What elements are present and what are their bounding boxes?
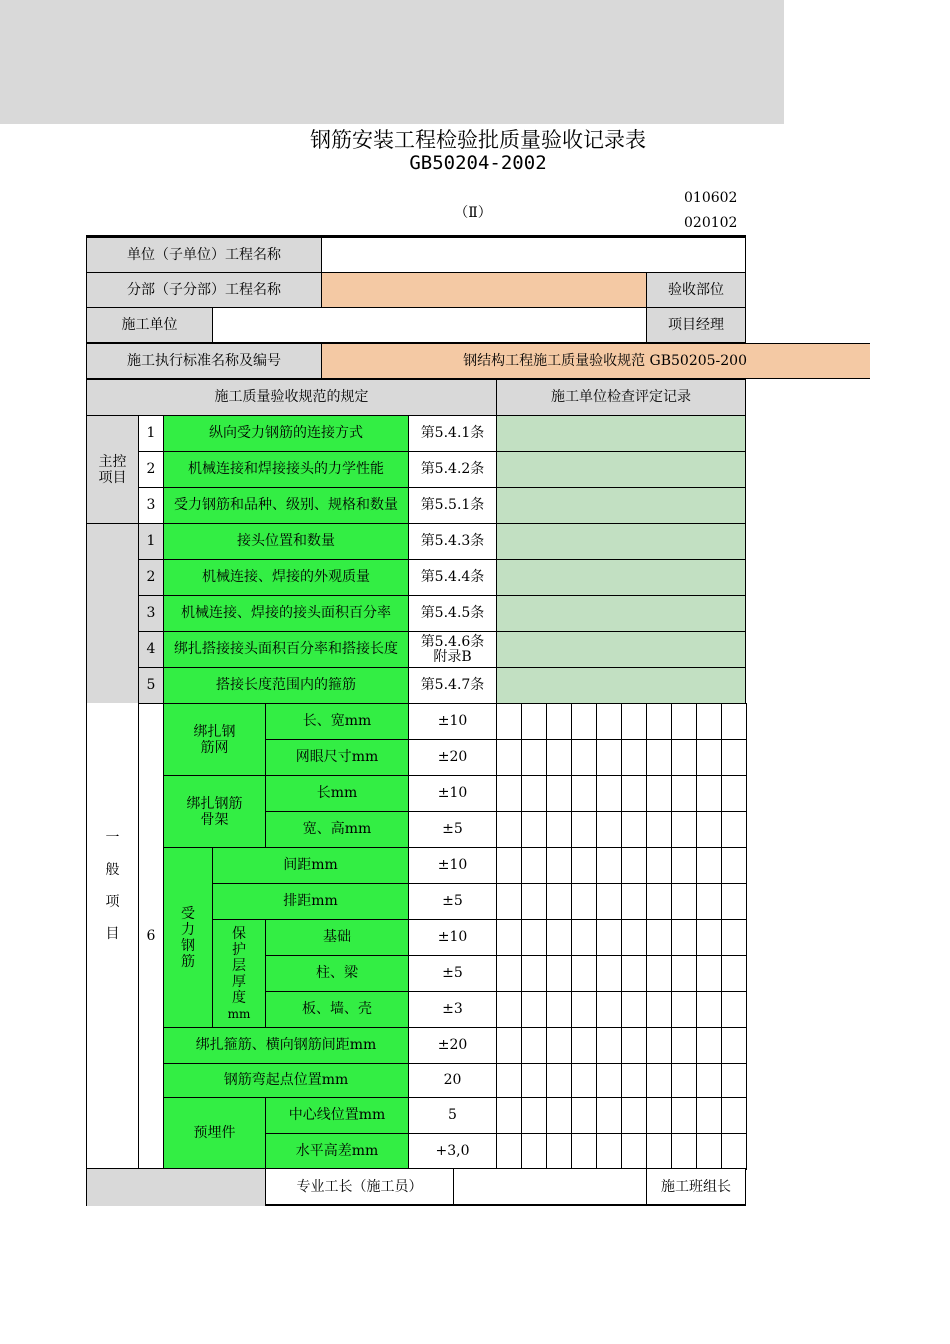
measurement-cell[interactable] bbox=[496, 1027, 522, 1064]
measurement-cell[interactable] bbox=[671, 919, 697, 956]
measurement-cell[interactable] bbox=[596, 883, 622, 920]
measurement-cell[interactable] bbox=[621, 1027, 647, 1064]
measurement-cell[interactable] bbox=[521, 991, 547, 1028]
tolerance-item-name: 绑扎箍筋、横向钢筋间距mm bbox=[163, 1027, 409, 1064]
measurement-cell[interactable] bbox=[571, 1027, 597, 1064]
record-header: 施工单位检查评定记录 bbox=[496, 379, 746, 416]
measurement-cell[interactable] bbox=[521, 1133, 547, 1170]
measurement-cell[interactable] bbox=[496, 1097, 522, 1134]
foreman-label: 专业工长（施工员） bbox=[265, 1168, 454, 1206]
measurement-cell[interactable] bbox=[521, 811, 547, 848]
contractor-label: 施工单位 bbox=[86, 307, 213, 343]
measurement-cell[interactable] bbox=[696, 739, 722, 776]
rebar-group: 受 力 钢 筋 bbox=[163, 847, 213, 1028]
measurement-cell[interactable] bbox=[546, 991, 572, 1028]
measurement-cell[interactable] bbox=[546, 739, 572, 776]
measurement-cell[interactable] bbox=[546, 883, 572, 920]
measurement-cell[interactable] bbox=[521, 883, 547, 920]
measurement-cell[interactable] bbox=[671, 1097, 697, 1134]
general-item-record[interactable] bbox=[496, 559, 746, 596]
footer-bottom-border bbox=[265, 1204, 746, 1206]
measurement-cell[interactable] bbox=[671, 703, 697, 740]
measurement-cell[interactable] bbox=[721, 883, 747, 920]
form-title: 钢筋安装工程检验批质量验收记录表 bbox=[310, 128, 646, 152]
general-item-name: 绑扎搭接接头面积百分率和搭接长度 bbox=[163, 631, 409, 668]
measurement-cell[interactable] bbox=[671, 991, 697, 1028]
tolerance-value: ±5 bbox=[408, 955, 497, 992]
measurement-cell[interactable] bbox=[546, 811, 572, 848]
measurement-cell[interactable] bbox=[646, 919, 672, 956]
tolerance-item-name: 宽、高mm bbox=[265, 811, 409, 848]
sub-project-label: 分部（子分部）工程名称 bbox=[86, 272, 322, 308]
tolerance-value: ±20 bbox=[408, 739, 497, 776]
measurement-cell[interactable] bbox=[621, 991, 647, 1028]
measurement-cell[interactable] bbox=[496, 883, 522, 920]
measurement-cell[interactable] bbox=[646, 883, 672, 920]
general-item-name: 接头位置和数量 bbox=[163, 523, 409, 560]
measurement-cell[interactable] bbox=[696, 1097, 722, 1134]
measurement-cell[interactable] bbox=[496, 1133, 522, 1170]
main-items-category: 主控 项目 bbox=[86, 415, 139, 524]
measurement-cell[interactable] bbox=[721, 1097, 747, 1134]
measurement-cell[interactable] bbox=[721, 955, 747, 992]
tolerance-value: ±3 bbox=[408, 991, 497, 1028]
tolerance-value: 20 bbox=[408, 1063, 497, 1098]
measurement-cell[interactable] bbox=[496, 919, 522, 956]
tolerance-value: ±10 bbox=[408, 847, 497, 884]
tolerance-value: ±10 bbox=[408, 775, 497, 812]
measurement-cell[interactable] bbox=[521, 775, 547, 812]
measurement-cell[interactable] bbox=[496, 739, 522, 776]
acceptance-part-label: 验收部位 bbox=[646, 272, 746, 308]
main-item-record[interactable] bbox=[496, 487, 746, 524]
measurement-cell[interactable] bbox=[721, 775, 747, 812]
measurement-cell[interactable] bbox=[696, 991, 722, 1028]
measurement-cell[interactable] bbox=[671, 739, 697, 776]
measurement-cell[interactable] bbox=[696, 955, 722, 992]
measurement-cell[interactable] bbox=[521, 955, 547, 992]
measurement-cell[interactable] bbox=[496, 955, 522, 992]
tolerance-value: ±5 bbox=[408, 811, 497, 848]
main-item-no: 3 bbox=[138, 487, 164, 524]
standard-field[interactable]: 钢结构工程施工质量验收规范 GB50205-200 bbox=[321, 343, 870, 379]
contractor-field[interactable] bbox=[212, 307, 647, 343]
main-item-name: 纵向受力钢筋的连接方式 bbox=[163, 415, 409, 452]
tolerance-value: ±20 bbox=[408, 1027, 497, 1064]
measurement-cell[interactable] bbox=[596, 847, 622, 884]
measurement-cell[interactable] bbox=[696, 1133, 722, 1170]
measurement-cell[interactable] bbox=[721, 1063, 747, 1098]
roman-numeral: （Ⅱ） bbox=[454, 205, 492, 221]
measurement-cell[interactable] bbox=[571, 775, 597, 812]
main-item-name: 受力钢筋和品种、级别、规格和数量 bbox=[163, 487, 409, 524]
measurement-cell[interactable] bbox=[671, 955, 697, 992]
frame-group: 绑扎钢筋骨架 bbox=[163, 775, 266, 848]
general-item-record[interactable] bbox=[496, 667, 746, 704]
measurement-cell[interactable] bbox=[596, 811, 622, 848]
measurement-cell[interactable] bbox=[621, 775, 647, 812]
measurement-cell[interactable] bbox=[671, 1027, 697, 1064]
measurement-cell[interactable] bbox=[621, 1063, 647, 1098]
main-item-record[interactable] bbox=[496, 451, 746, 488]
measurement-cell[interactable] bbox=[571, 1133, 597, 1170]
embed-group: 预埋件 bbox=[163, 1097, 266, 1169]
measurement-cell[interactable] bbox=[646, 1027, 672, 1064]
spec-header: 施工质量验收规范的规定 bbox=[86, 379, 497, 416]
measurement-cell[interactable] bbox=[696, 919, 722, 956]
measurement-cell[interactable] bbox=[546, 775, 572, 812]
measurement-grid bbox=[496, 703, 746, 1169]
measurement-cell[interactable] bbox=[621, 811, 647, 848]
measurement-cell[interactable] bbox=[546, 1133, 572, 1170]
general-item-clause: 第5.4.7条 bbox=[408, 667, 497, 704]
measurement-cell[interactable] bbox=[571, 883, 597, 920]
general-item-name: 搭接长度范围内的箍筋 bbox=[163, 667, 409, 704]
tolerance-item-name: 长、宽mm bbox=[265, 703, 409, 740]
tolerance-value: 5 bbox=[408, 1097, 497, 1134]
unit-project-field[interactable] bbox=[321, 237, 746, 273]
general-item-no: 3 bbox=[138, 595, 164, 632]
measurement-cell[interactable] bbox=[546, 703, 572, 740]
measurement-cell[interactable] bbox=[721, 1133, 747, 1170]
tolerance-value: +3,0 bbox=[408, 1133, 497, 1169]
tolerance-item-name: 网眼尺寸mm bbox=[265, 739, 409, 776]
measurement-cell[interactable] bbox=[646, 1097, 672, 1134]
measurement-cell[interactable] bbox=[646, 847, 672, 884]
measurement-cell[interactable] bbox=[596, 955, 622, 992]
measurement-cell[interactable] bbox=[671, 1063, 697, 1098]
measurement-cell[interactable] bbox=[721, 919, 747, 956]
main-item-name: 机械连接和焊接接头的力学性能 bbox=[163, 451, 409, 488]
measurement-cell[interactable] bbox=[621, 739, 647, 776]
measurement-cell[interactable] bbox=[571, 955, 597, 992]
measurement-cell[interactable] bbox=[621, 847, 647, 884]
measurement-cell[interactable] bbox=[671, 847, 697, 884]
measurement-cell[interactable] bbox=[521, 1097, 547, 1134]
measurement-cell[interactable] bbox=[696, 1027, 722, 1064]
measurement-cell[interactable] bbox=[721, 739, 747, 776]
measurement-cell[interactable] bbox=[596, 1027, 622, 1064]
measurement-cell[interactable] bbox=[621, 703, 647, 740]
tolerance-item-name: 柱、梁 bbox=[265, 955, 409, 992]
measurement-cell[interactable] bbox=[621, 955, 647, 992]
tolerance-item-name: 板、墙、壳 bbox=[265, 991, 409, 1028]
measurement-cell[interactable] bbox=[596, 1097, 622, 1134]
tolerance-item-name: 基础 bbox=[265, 919, 409, 956]
tolerance-value: ±10 bbox=[408, 919, 497, 956]
measurement-cell[interactable] bbox=[596, 703, 622, 740]
general-item-no: 4 bbox=[138, 631, 164, 668]
general-item-record[interactable] bbox=[496, 523, 746, 560]
general-item-record[interactable] bbox=[496, 595, 746, 632]
tolerance-item-no: 6 bbox=[138, 703, 164, 1169]
measurement-cell[interactable] bbox=[546, 1063, 572, 1098]
measurement-cell[interactable] bbox=[496, 703, 522, 740]
measurement-cell[interactable] bbox=[621, 1097, 647, 1134]
foreman-field[interactable] bbox=[453, 1168, 647, 1206]
tolerance-value: ±5 bbox=[408, 883, 497, 920]
measurement-cell[interactable] bbox=[721, 847, 747, 884]
measurement-cell[interactable] bbox=[721, 1027, 747, 1064]
measurement-cell[interactable] bbox=[671, 883, 697, 920]
form-header bbox=[0, 0, 784, 124]
general-item-clause: 第5.4.6条附录B bbox=[408, 631, 497, 668]
project-manager-label: 项目经理 bbox=[646, 307, 746, 343]
measurement-cell[interactable] bbox=[646, 991, 672, 1028]
main-item-no: 2 bbox=[138, 451, 164, 488]
measurement-cell[interactable] bbox=[521, 919, 547, 956]
measurement-cell[interactable] bbox=[696, 883, 722, 920]
measurement-cell[interactable] bbox=[596, 739, 622, 776]
measurement-cell[interactable] bbox=[496, 847, 522, 884]
standard-code: GB50204-2002 bbox=[409, 152, 547, 174]
standard-label: 施工执行标准名称及编号 bbox=[86, 343, 322, 379]
tolerance-value: ±10 bbox=[408, 703, 497, 740]
measurement-cell[interactable] bbox=[546, 847, 572, 884]
general-item-no: 5 bbox=[138, 667, 164, 704]
unit-project-label: 单位（子单位）工程名称 bbox=[86, 237, 322, 273]
measurement-cell[interactable] bbox=[646, 739, 672, 776]
measurement-cell[interactable] bbox=[696, 703, 722, 740]
measurement-cell[interactable] bbox=[646, 703, 672, 740]
measurement-cell[interactable] bbox=[671, 1133, 697, 1170]
measurement-cell[interactable] bbox=[721, 991, 747, 1028]
measurement-cell[interactable] bbox=[521, 847, 547, 884]
main-item-no: 1 bbox=[138, 415, 164, 452]
measurement-cell[interactable] bbox=[521, 1063, 547, 1098]
measurement-cell[interactable] bbox=[696, 811, 722, 848]
measurement-cell[interactable] bbox=[646, 955, 672, 992]
general-item-clause: 第5.4.5条 bbox=[408, 595, 497, 632]
footer-blank bbox=[86, 1168, 266, 1206]
measurement-cell[interactable] bbox=[571, 703, 597, 740]
measurement-cell[interactable] bbox=[721, 811, 747, 848]
general-items-upper bbox=[86, 523, 139, 704]
measurement-cell[interactable] bbox=[646, 775, 672, 812]
tolerance-item-name: 排距mm bbox=[212, 883, 409, 920]
main-item-clause: 第5.4.2条 bbox=[408, 451, 497, 488]
measurement-cell[interactable] bbox=[596, 775, 622, 812]
measurement-cell[interactable] bbox=[671, 811, 697, 848]
general-item-record[interactable] bbox=[496, 631, 746, 668]
measurement-cell[interactable] bbox=[596, 919, 622, 956]
tolerance-item-name: 水平高差mm bbox=[265, 1133, 409, 1169]
measurement-cell[interactable] bbox=[646, 811, 672, 848]
form-code-1: 010602 bbox=[684, 190, 738, 206]
general-item-no: 1 bbox=[138, 523, 164, 560]
tolerance-item-name: 中心线位置mm bbox=[265, 1097, 409, 1134]
measurement-cell[interactable] bbox=[571, 919, 597, 956]
measurement-cell[interactable] bbox=[496, 811, 522, 848]
measurement-cell[interactable] bbox=[546, 919, 572, 956]
general-item-no: 2 bbox=[138, 559, 164, 596]
measurement-cell[interactable] bbox=[621, 1133, 647, 1170]
measurement-cell[interactable] bbox=[571, 1063, 597, 1098]
measurement-cell[interactable] bbox=[496, 1063, 522, 1098]
measurement-cell[interactable] bbox=[646, 1063, 672, 1098]
main-item-clause: 第5.5.1条 bbox=[408, 487, 497, 524]
measurement-cell[interactable] bbox=[521, 703, 547, 740]
general-items-category: 一 般 项 目 bbox=[86, 703, 139, 1169]
measurement-cell[interactable] bbox=[596, 1063, 622, 1098]
measurement-cell[interactable] bbox=[696, 847, 722, 884]
measurement-cell[interactable] bbox=[621, 919, 647, 956]
form-code-2: 020102 bbox=[684, 215, 738, 231]
measurement-cell[interactable] bbox=[621, 883, 647, 920]
main-item-record[interactable] bbox=[496, 415, 746, 452]
measurement-cell[interactable] bbox=[496, 775, 522, 812]
measurement-cell[interactable] bbox=[571, 991, 597, 1028]
measurement-cell[interactable] bbox=[571, 739, 597, 776]
tolerance-item-name: 钢筋弯起点位置mm bbox=[163, 1063, 409, 1098]
measurement-cell[interactable] bbox=[721, 703, 747, 740]
measurement-cell[interactable] bbox=[521, 1027, 547, 1064]
measurement-cell[interactable] bbox=[646, 1133, 672, 1170]
cover-group: 保 护 层 厚 度 mm bbox=[212, 919, 266, 1028]
measurement-cell[interactable] bbox=[696, 1063, 722, 1098]
measurement-cell[interactable] bbox=[546, 1097, 572, 1134]
measurement-cell[interactable] bbox=[571, 847, 597, 884]
measurement-cell[interactable] bbox=[521, 739, 547, 776]
general-item-clause: 第5.4.3条 bbox=[408, 523, 497, 560]
measurement-cell[interactable] bbox=[571, 811, 597, 848]
measurement-cell[interactable] bbox=[671, 775, 697, 812]
measurement-cell[interactable] bbox=[696, 775, 722, 812]
measurement-cell[interactable] bbox=[546, 1027, 572, 1064]
tolerance-item-name: 间距mm bbox=[212, 847, 409, 884]
measurement-cell[interactable] bbox=[571, 1097, 597, 1134]
sub-project-field[interactable] bbox=[321, 272, 647, 308]
general-item-name: 机械连接、焊接的接头面积百分率 bbox=[163, 595, 409, 632]
measurement-cell[interactable] bbox=[596, 991, 622, 1028]
main-item-clause: 第5.4.1条 bbox=[408, 415, 497, 452]
measurement-cell[interactable] bbox=[596, 1133, 622, 1170]
general-item-clause: 第5.4.4条 bbox=[408, 559, 497, 596]
mesh-group: 绑扎钢筋网 bbox=[163, 703, 266, 776]
measurement-cell[interactable] bbox=[546, 955, 572, 992]
tolerance-item-name: 长mm bbox=[265, 775, 409, 812]
team-leader-label: 施工班组长 bbox=[646, 1168, 746, 1206]
general-item-name: 机械连接、焊接的外观质量 bbox=[163, 559, 409, 596]
measurement-cell[interactable] bbox=[496, 991, 522, 1028]
